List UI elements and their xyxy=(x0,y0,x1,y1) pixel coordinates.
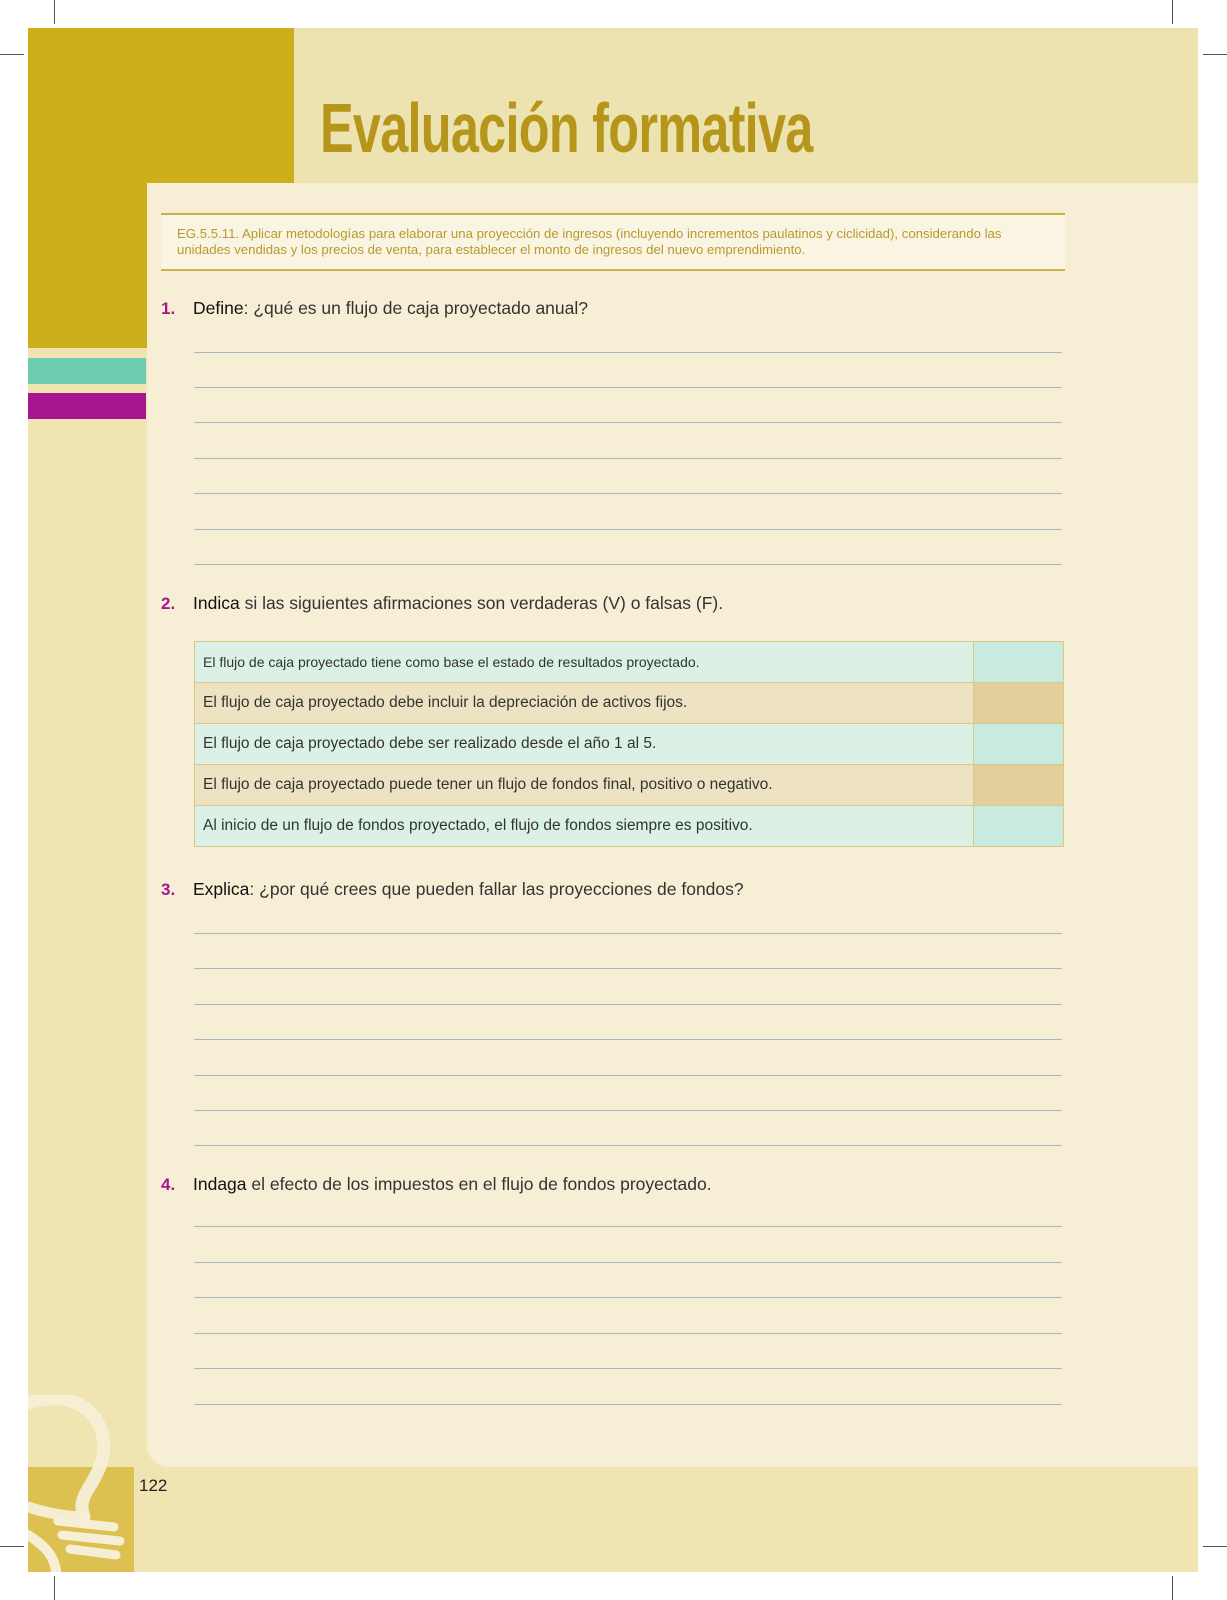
question-prompt: : ¿qué es un flujo de caja proyectado anual? xyxy=(243,298,588,318)
page-title: Evaluación formativa xyxy=(320,89,813,167)
question-3-text xyxy=(193,879,744,900)
statement-cell: El flujo de caja proyectado debe ser realizado desde el año 1 al 5. xyxy=(195,724,974,765)
answer-line[interactable] xyxy=(194,1004,1062,1005)
question-4-text xyxy=(193,1174,712,1195)
answer-line[interactable] xyxy=(194,493,1062,494)
crop-mark-bottom-left-h xyxy=(0,1546,24,1547)
answer-line[interactable] xyxy=(194,1145,1062,1146)
question-number: 4. xyxy=(161,1175,176,1194)
true-false-table xyxy=(194,641,1064,847)
crop-mark-top-left-h xyxy=(0,54,24,55)
question-number: 1. xyxy=(161,299,176,318)
answer-line[interactable] xyxy=(194,529,1062,530)
statement-cell: Al inicio de un flujo de fondos proyectado, el flujo de fondos siempre es positivo. xyxy=(195,806,974,847)
table-row xyxy=(195,683,1064,724)
answer-line[interactable] xyxy=(194,1262,1062,1263)
skill-description: EG.5.5.11. Aplicar metodologías para elaborar una proyección de ingresos (incluyendo incrementos paulatinos y ciclicidad), considerando las unidades vendidas y los precios de venta, para establecer el monto de ingresos del nuevo emprendimiento. xyxy=(177,226,1002,257)
question-number: 3. xyxy=(161,880,176,899)
answer-line[interactable] xyxy=(194,1368,1062,1369)
answer-cell[interactable] xyxy=(973,683,1063,724)
decorative-magenta-bar xyxy=(28,393,146,419)
crop-mark-top-left-v xyxy=(54,0,55,24)
question-keyword: Define xyxy=(193,298,244,318)
answer-line[interactable] xyxy=(194,1110,1062,1111)
question-keyword: Indaga xyxy=(193,1174,247,1194)
answer-line[interactable] xyxy=(194,968,1062,969)
answer-line[interactable] xyxy=(194,1039,1062,1040)
question-prompt: el efecto de los impuestos en el flujo de fondos proyectado. xyxy=(246,1174,712,1194)
crop-mark-bottom-right-v xyxy=(1172,1576,1173,1600)
crop-mark-top-right-h xyxy=(1203,54,1227,55)
statement-cell: El flujo de caja proyectado puede tener un flujo de fondos final, positivo o negativo. xyxy=(195,765,974,806)
crop-mark-bottom-right-h xyxy=(1203,1546,1227,1547)
question-2-text xyxy=(193,593,723,614)
answer-cell[interactable] xyxy=(973,724,1063,765)
answer-line[interactable] xyxy=(194,1404,1062,1405)
statement-cell: El flujo de caja proyectado tiene como base el estado de resultados proyectado. xyxy=(195,642,974,683)
crop-mark-top-right-v xyxy=(1172,0,1173,24)
question-prompt: : ¿por qué crees que pueden fallar las proyecciones de fondos? xyxy=(249,879,744,899)
table-row xyxy=(195,642,1064,683)
statement-cell: El flujo de caja proyectado debe incluir la depreciación de activos fijos. xyxy=(195,683,974,724)
answer-line[interactable] xyxy=(194,458,1062,459)
table-row xyxy=(195,806,1064,847)
page-number: 122 xyxy=(139,1476,168,1495)
answer-line[interactable] xyxy=(194,422,1062,423)
question-1-text xyxy=(193,298,588,319)
footer-band xyxy=(28,1467,1198,1572)
answer-line[interactable] xyxy=(194,1297,1062,1298)
lightbulb-icon xyxy=(28,1395,138,1572)
answer-line[interactable] xyxy=(194,1226,1062,1227)
answer-line[interactable] xyxy=(194,387,1062,388)
table-row xyxy=(195,724,1064,765)
question-keyword: Explica xyxy=(193,879,250,899)
answer-cell[interactable] xyxy=(973,765,1063,806)
answer-cell[interactable] xyxy=(973,642,1063,683)
answer-cell[interactable] xyxy=(973,806,1063,847)
table-row xyxy=(195,765,1064,806)
decorative-teal-bar xyxy=(28,358,146,384)
question-number: 2. xyxy=(161,594,176,613)
answer-line[interactable] xyxy=(194,1333,1062,1334)
answer-line[interactable] xyxy=(194,933,1062,934)
question-keyword: Indica xyxy=(193,593,240,613)
answer-line[interactable] xyxy=(194,564,1062,565)
answer-line[interactable] xyxy=(194,352,1062,353)
crop-mark-bottom-left-v xyxy=(54,1576,55,1600)
answer-line[interactable] xyxy=(194,1075,1062,1076)
question-prompt: si las siguientes afirmaciones son verdaderas (V) o falsas (F). xyxy=(239,593,724,613)
